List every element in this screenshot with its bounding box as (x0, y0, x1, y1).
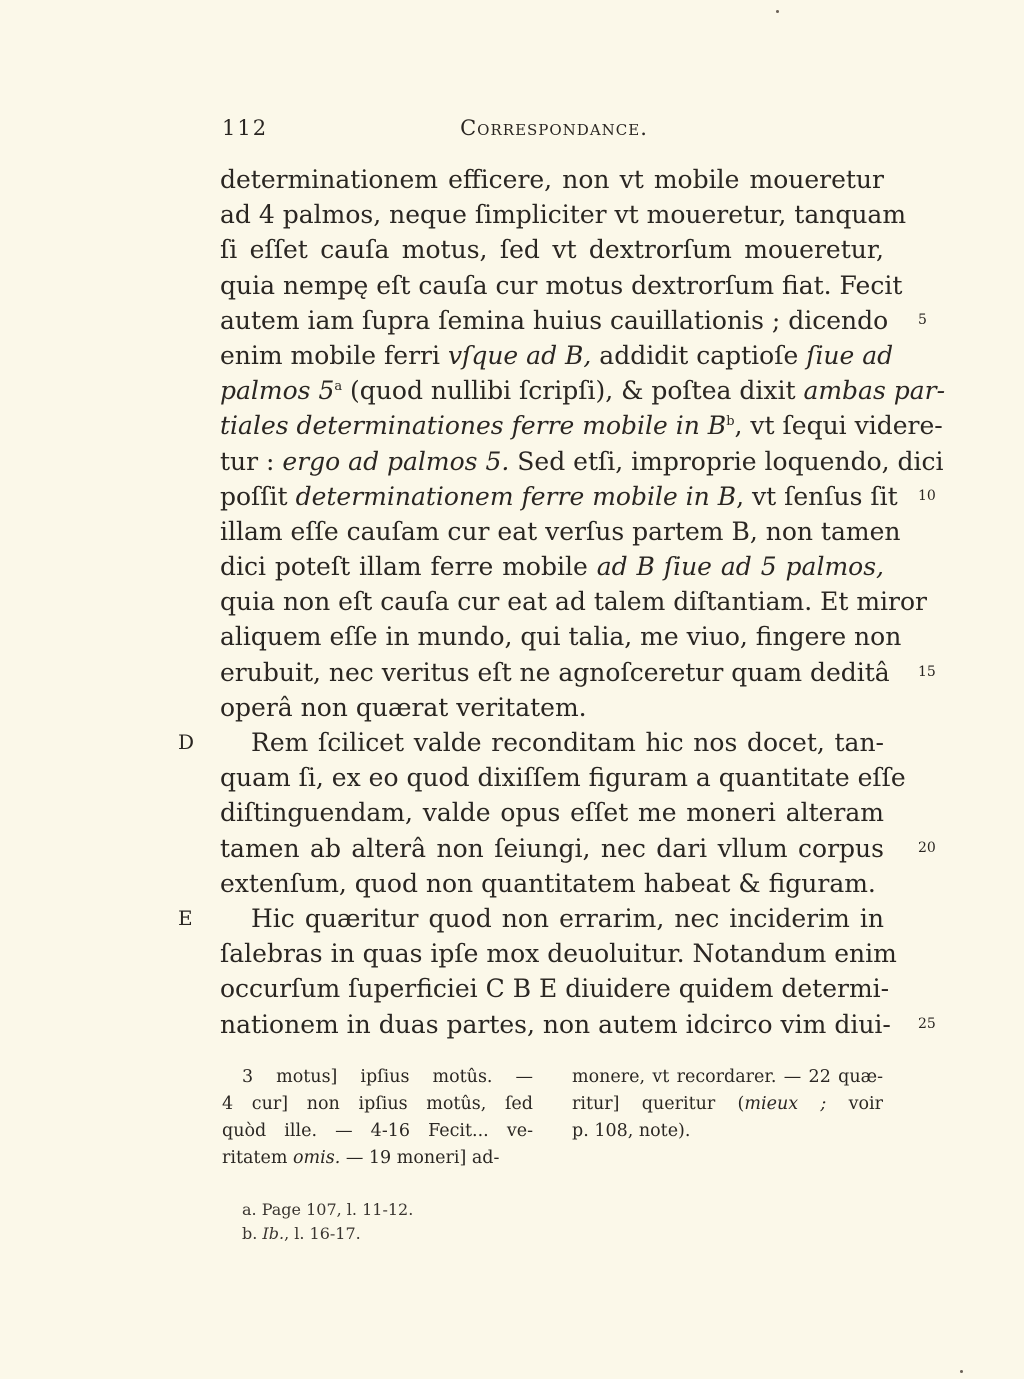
text-run: tamen ab alterâ non ſeiungi, nec dari vllum corpus (220, 833, 884, 863)
text-line (220, 971, 890, 1006)
italic-text: vſque ad B, (447, 340, 592, 370)
reference-line (242, 1222, 413, 1246)
text-run: p. 108, note). (572, 1121, 691, 1141)
page-number: 112 (222, 116, 269, 140)
note-line (572, 1118, 883, 1145)
paper-speck (960, 1370, 963, 1373)
text-line (178, 901, 884, 936)
footnote-mark: b (726, 414, 735, 430)
notes-column-left (222, 1064, 533, 1172)
text-run: extenſum, quod non quantitatem habeat & figuram. (220, 868, 876, 898)
text-line (220, 338, 894, 373)
text-line (220, 831, 936, 866)
main-text (178, 162, 946, 1042)
section-marker: E (178, 905, 193, 930)
text-run: determinationem efficere, non vt mobile moueretur (220, 165, 884, 194)
text-run: illam eſſe cauſam cur eat verſus partem B, non tamen (220, 516, 901, 546)
text-run: quòd ille. — 4-16 Fecit... ve- (222, 1121, 533, 1141)
text-run: Rem ſcilicet valde reconditam hic nos docet, tan- (251, 728, 884, 757)
text-run: addidit captioſe (591, 340, 807, 370)
text-line (220, 268, 903, 303)
text-run: ſalebras in quas ipſe mox deuoluitur. Notandum enim (220, 939, 897, 969)
text-run: erubuit, nec veritus eſt ne agnoſceretur quam deditâ (220, 657, 890, 687)
text-run: operâ non quærat veritatem. (220, 692, 587, 722)
text-line (220, 584, 927, 619)
text-run: dici poteſt illam ferre mobile (220, 552, 597, 582)
italic-text: ergo ad palmos 5. (282, 446, 510, 476)
text-run: autem iam ſupra ſemina huius cauillationis ; dicendo (220, 305, 889, 335)
italic-text: determinationem ferre mobile in B (295, 481, 737, 511)
text-run: ad 4 palmos, neque ſimpliciter vt moueretur, tanquam (220, 200, 907, 230)
page-header (222, 116, 886, 146)
text-run: ritatem (222, 1148, 293, 1168)
italic-text: tiales determinationes ferre mobile in B (220, 411, 727, 441)
text-run: quia non eſt cauſa cur eat ad talem diſtantiam. Et miror (220, 587, 927, 617)
footnote-mark: a (334, 379, 343, 395)
text-run: Hic quæritur quod non errarim, nec inciderim in (251, 903, 884, 933)
text-line (220, 373, 946, 408)
text-run: ritur] queritur ( (572, 1094, 745, 1114)
text-run: b. (242, 1224, 263, 1243)
text-run: tur : (220, 446, 283, 476)
text-line (220, 303, 927, 338)
text-line (220, 1007, 936, 1042)
text-line (220, 549, 884, 584)
italic-text: ad B ſiue ad 5 palmos, (596, 552, 884, 582)
text-line (178, 725, 884, 760)
text-line (220, 232, 884, 267)
text-run: a. Page 107, l. 11-12. (242, 1200, 414, 1219)
reference-footnotes (242, 1198, 413, 1246)
text-line (220, 619, 902, 654)
text-line (220, 444, 944, 479)
line-number: 25 (918, 1015, 936, 1032)
italic-text: omis. (292, 1148, 341, 1168)
line-number: 10 (918, 487, 936, 504)
text-run: (quod nullibi ſcripſi), & poſtea dixit (342, 376, 804, 406)
text-run: — 19 moneri] ad- (340, 1148, 500, 1168)
text-run: , vt ſenſus ſit (736, 481, 898, 511)
text-run: diſtinguendam, valde opus eſſet me moneri alteram (220, 798, 884, 828)
text-line (220, 514, 901, 549)
notes-column-right (572, 1064, 883, 1145)
text-run: 4 cur] non ipſius motûs, ſed (222, 1094, 533, 1114)
text-line (220, 795, 884, 830)
text-run: voir (826, 1094, 883, 1114)
paper-speck (776, 10, 779, 13)
italic-text: mieux ; (744, 1094, 827, 1114)
text-run: Sed etſi, improprie loquendo, dici (509, 446, 944, 476)
text-line (220, 408, 943, 443)
text-run: quam ſi, ex eo quod dixiſſem figuram a quantitate eſſe (220, 763, 906, 793)
line-number: 5 (918, 311, 927, 328)
text-line (220, 760, 906, 795)
italic-text: ambas par- (803, 376, 946, 406)
text-run: 3 motus] ipſius motûs. — (242, 1067, 533, 1087)
text-line (220, 936, 897, 971)
text-run: monere, vt recordarer. — 22 quæ- (572, 1067, 883, 1087)
text-line (220, 655, 936, 690)
note-line (572, 1064, 883, 1091)
text-run: enim mobile ferri (220, 340, 448, 370)
text-line (220, 479, 936, 514)
note-line (222, 1118, 533, 1145)
section-marker: D (178, 730, 195, 754)
italic-text: ſiue ad (806, 340, 894, 370)
running-title: Correspondance. (460, 116, 648, 140)
reference-line (242, 1198, 413, 1222)
text-run: , l. 16-17. (284, 1224, 361, 1243)
note-line (222, 1145, 533, 1172)
text-run: poſſit (220, 481, 296, 511)
text-line (220, 866, 884, 901)
italic-text: palmos 5 (220, 376, 335, 406)
text-run: ſi eſſet cauſa motus, ſed vt dextrorſum moueretur, (220, 235, 884, 265)
text-line (220, 690, 884, 725)
text-run: aliquem eſſe in mundo, qui talia, me viuo, fingere non (220, 622, 902, 652)
text-run: occurſum ſuperficiei C B E diuidere quidem determi- (220, 974, 890, 1004)
line-number: 20 (918, 839, 936, 856)
text-run: nationem in duas partes, non autem idcirco vim diui- (220, 1009, 891, 1039)
text-run: quia nempę eſt cauſa cur motus dextrorſum fiat. Fecit (220, 270, 903, 300)
text-line (220, 197, 907, 232)
text-run: , vt ſequi videre- (734, 411, 943, 441)
note-line (222, 1064, 533, 1091)
note-line (222, 1091, 533, 1118)
line-number: 15 (918, 663, 936, 680)
note-line (572, 1091, 883, 1118)
text-line (220, 162, 884, 197)
italic-text: Ib. (262, 1224, 285, 1243)
